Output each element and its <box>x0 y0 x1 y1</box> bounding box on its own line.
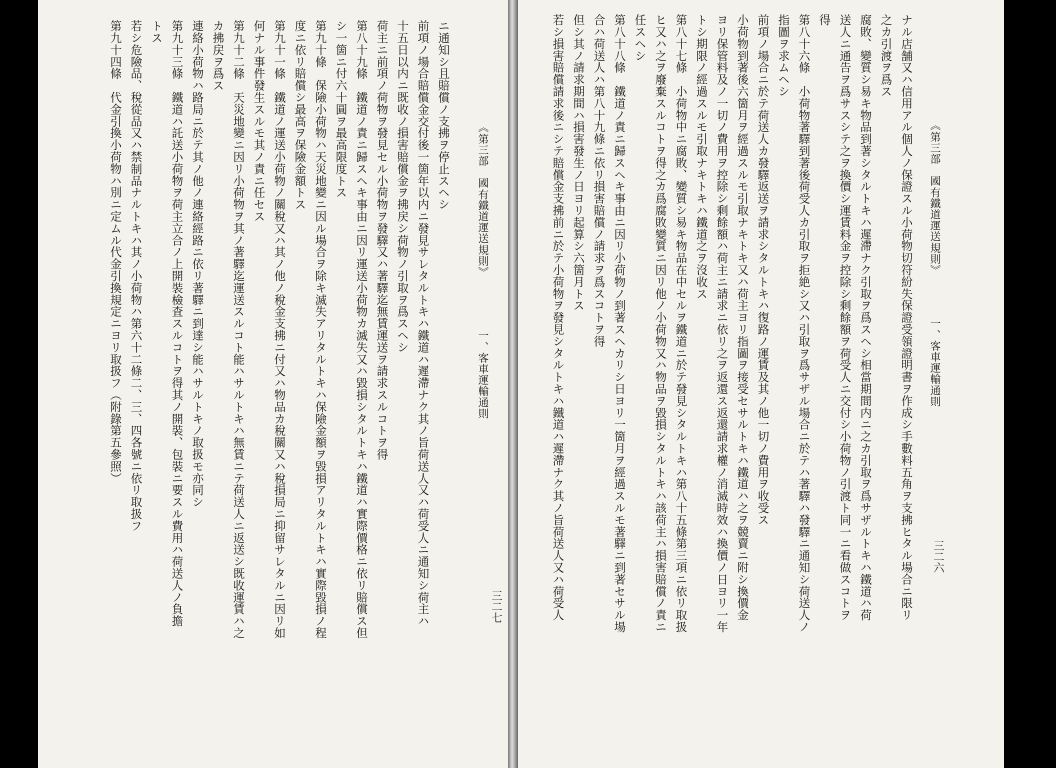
left-text-column: 連絡小荷物ハ路局ニ於テ其ノ他ノ連絡經路ニ依リ著驛ニ到達シ能ハサルトキノ取扱モ亦同シ <box>191 20 205 508</box>
book-gutter <box>508 0 518 768</box>
left-text-column: ニ通知シ且賠償ノ支拂ヲ停止スヘシ <box>437 20 451 211</box>
left-page <box>38 0 508 768</box>
right-text-column: 第八十八條 鐵道ノ責ニ歸スヘキ事由ニ因リ小荷物ノ到著スヘカリシ日ヨリ一箇月ヲ經過スルモ著驛ニ到著セサル場 <box>613 14 627 633</box>
right-text-column: 若シ損害賠償請求後ニシテ賠償金支拂前ニ於テ小荷物ヲ發見シタルトキハ鐵道ハ遲滯ナク其ノ旨荷送人又ハ荷受人 <box>551 14 566 621</box>
right-text-column: 小荷物到著後六箇月ヲ經過スルモ引取ナキトキ又ハ荷主ヨリ指圖ヲ接受セサルトキハ鐵道ハ之ヲ競賣ニ附シ換價金 <box>736 14 750 621</box>
left-text-column: 前項ノ場合賠償金交付後一箇年以内ニ發見サレタルトキハ鐵道ハ遲滯ナク其ノ旨荷送人又ハ荷受人ニ通知シ荷主ハ <box>416 20 431 627</box>
left-text-column: 第九十二條 天災地變ニ因リ小荷物ヲ其ノ著驛迄運送スルコト能ハサルトキハ無賃ニテ荷送人ニ返送シ既收運賃ハ之 <box>232 20 246 639</box>
left-page-number: 三二七 <box>490 590 503 623</box>
right-text-column: 前項ノ場合ニ於テ荷送人カ發驛返送ヲ請求シタルトキハ復路ノ運賃及其ノ他一切ノ費用ヲ收受ス <box>756 14 771 526</box>
right-text-column: ナル店舗又ハ信用アル個人ノ保證スル小荷物切符紛失保證受領證明書ヲ作成シ手數料五角ヲ支拂ヒタル場合ニ限リ <box>900 14 914 621</box>
left-text-column: トス <box>150 20 164 44</box>
right-running-header: 《第三部 國有鐵道運送規則》 <box>929 120 941 276</box>
left-text-column: 十五日以内ニ既收ノ損害賠償金ヲ拂戻シ荷物ノ引取ヲ爲スヘシ <box>396 20 410 354</box>
left-text-column: 度ニ依リ賠償シ最高ヲ保險金額トス <box>293 20 308 211</box>
right-page-number: 三二六 <box>932 540 945 573</box>
left-text-column: 若シ危險品、稅從品又ハ禁制品ナルトキハ其ノ小荷物ハ第六十二條二、三、四各號ニ依リ取扱フ <box>129 20 144 532</box>
right-text-column: 合ハ荷送人ハ第八十九條ニ依リ損害賠償ノ請求ヲ爲スコトヲ得 <box>592 14 607 348</box>
right-text-column: 之カ引渡ヲ爲ス <box>879 14 894 98</box>
left-text-column: 第八十九條 鐵道ノ責ニ歸スヘキ事由ニ因リ運送小荷物カ滅失又ハ毀損シタルトキハ鐵道ハ實際價格ニ依リ賠償ス但 <box>355 20 369 639</box>
left-text-column: 何ナル事件發生スルモ其ノ責ニ任セス <box>252 20 267 223</box>
right-text-column: 但シ其ノ請求期間ハ損害發生ノ日ヨリ起算シ六箇月トス <box>572 14 586 312</box>
right-text-column: 任スヘシ <box>633 14 648 62</box>
right-text-column: 第八十七條 小荷物中ニ腐敗、變質シ易キ物品在中セルヲ鐵道ニ於テ發見シタルトキハ第八十五條第三項ニ依リ取扱 <box>674 14 689 633</box>
right-text-column: 得 <box>818 14 832 26</box>
left-text-column: 荷主ニ前項ノ荷物ヲ發見セル小荷物ヲ發驛又ハ著驛迄無賃運送ヲ請求スルコトヲ得 <box>375 20 390 461</box>
right-text-column: 腐敗、變質シ易キ物品到著シタルトキハ遲滯ナク引取ヲ爲スヘシ相當期間内ニ之カ引取ヲ爲サザルトキハ鐵道ハ荷 <box>859 14 873 621</box>
left-text-column: 第九十三條 鐵道ハ託送小荷物ヲ荷主立合ノ上開裝檢査スルコトヲ得其ノ開裝、包裝ニ要スル費用ハ荷送人ノ負擔 <box>170 20 185 627</box>
right-text-column: ヨリ保管料及ノ一切ノ費用ヲ控除シ剩餘額ハ荷主ニ請求ニ依リ之ヲ返還ス返還請求權ノ消滅時效ハ換價ノ日ヨリ一年 <box>715 14 730 633</box>
right-page <box>518 0 1004 768</box>
right-text-column: トシ期限ノ經過スルモ引取ナキトキハ鐵道之ヲ沒收ス <box>695 14 709 300</box>
left-section-title: 一、客車運輸通則 <box>477 330 489 419</box>
right-section-title: 一、客車運輸通則 <box>929 318 941 407</box>
left-text-column: シ一箇ニ付六十圓ヲ最高限度トス <box>334 20 349 199</box>
left-text-column: 第九十四條 代金引換小荷物ハ別ニ定ムル代金引換規定ニヨリ取扱フ（附錄第五參照） <box>109 20 123 485</box>
left-text-column: 第九十條 保險小荷物ハ天災地變ニ因ル場合ヲ除キ滅失アリタルトキハ保險金額ヲ毀損アリタルトキハ實際毀損ノ程 <box>314 20 328 639</box>
right-text-column: ヒ又ハ之ヲ廢棄スルコトヲ得之カ爲腐敗變質ニ因リ他ノ小荷物又ハ物品ヲ毀損シタルトキハ該荷主ハ損害賠償ノ責ニ <box>654 14 668 633</box>
left-text-column: 第九十一條 鐵道ノ運送小荷物ノ關稅又ハ其ノ他ノ稅金支拂ニ付又ハ物品カ稅關又ハ稅損局ニ抑留サレタルニ因リ如 <box>273 20 287 639</box>
left-text-column: カ拂戻ヲ爲ス <box>211 20 226 92</box>
right-text-column: 第八十六條 小荷物著驛到著後荷受人カ引取ヲ拒絶シ又ハ引取ヲ爲サザル場合ニ於テハ著驛ハ發驛ニ通知シ荷送人ノ <box>797 14 812 633</box>
left-running-header: 《第三部 國有鐵道運送規則》 <box>477 122 489 278</box>
right-text-column: 指圖ヲ求ムヘシ <box>777 14 791 98</box>
right-text-column: 送人ニ通告ヲ爲サスシテ之ヲ換價シ運賃料金ヲ控除シ剩餘額ヲ荷受人ニ交付シ小荷物ノ引渡ト同一ニ看做スコトヲ <box>838 14 853 621</box>
